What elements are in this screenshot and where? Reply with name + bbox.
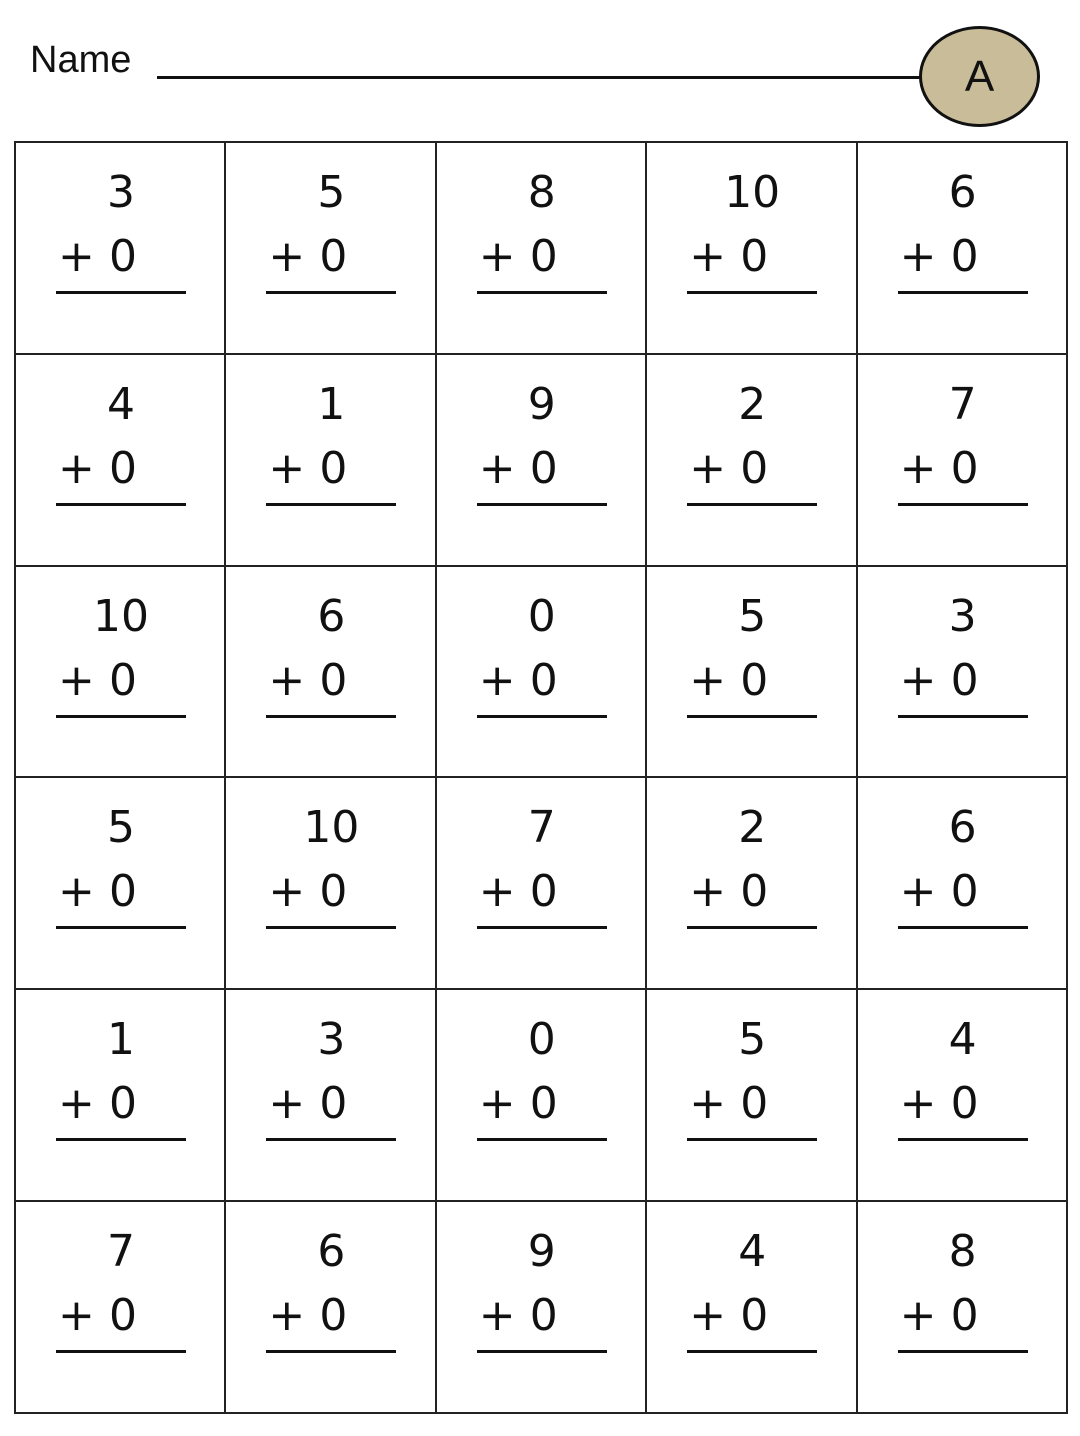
plus-sign: +	[268, 442, 306, 494]
addend-row	[56, 649, 186, 713]
addition-problem	[687, 796, 817, 924]
top-number: 2	[738, 378, 767, 430]
answer-line[interactable]	[56, 291, 186, 294]
top-number: 8	[527, 167, 556, 218]
addend-row	[266, 225, 396, 289]
addition-problem	[266, 1008, 396, 1136]
plus-sign: +	[58, 1078, 95, 1130]
answer-line[interactable]	[898, 503, 1028, 506]
addition-problem	[687, 373, 817, 501]
problem-cell	[858, 990, 1068, 1202]
top-number: 5	[738, 590, 767, 642]
answer-line[interactable]	[898, 291, 1028, 294]
addition-problem	[687, 161, 817, 289]
answer-line[interactable]	[477, 1138, 607, 1141]
top-number: 3	[948, 590, 977, 642]
addition-problem	[266, 585, 396, 713]
top-number: 7	[107, 1226, 135, 1278]
bottom-number: 0	[950, 231, 979, 282]
addition-problem	[898, 1008, 1028, 1136]
worksheet-header	[0, 0, 1080, 140]
problem-cell	[16, 355, 226, 567]
answer-line[interactable]	[898, 1138, 1028, 1141]
addition-problem	[56, 1220, 186, 1348]
answer-line[interactable]	[56, 503, 186, 506]
plus-sign: +	[478, 1290, 516, 1342]
answer-line[interactable]	[266, 926, 396, 929]
bottom-number: 0	[319, 442, 348, 494]
answer-line[interactable]	[898, 1350, 1028, 1353]
plus-sign: +	[58, 442, 95, 494]
problem-cell	[226, 143, 436, 355]
problem-grid	[14, 141, 1068, 1414]
addend-row	[687, 1072, 817, 1136]
answer-line[interactable]	[266, 1138, 396, 1141]
addition-problem	[56, 161, 186, 289]
addition-problem	[266, 1220, 396, 1348]
addend-row	[477, 860, 607, 924]
bottom-number: 0	[740, 654, 769, 706]
plus-sign: +	[689, 654, 727, 706]
problem-cell	[858, 355, 1068, 567]
top-number: 5	[738, 1014, 767, 1066]
plus-sign: +	[478, 442, 516, 494]
answer-line[interactable]	[266, 715, 396, 718]
top-number: 3	[317, 1014, 346, 1066]
addend-row	[898, 225, 1028, 289]
problem-cell	[647, 355, 857, 567]
problem-cell	[437, 567, 647, 779]
top-number: 4	[738, 1226, 767, 1278]
problem-cell	[16, 143, 226, 355]
answer-line[interactable]	[56, 715, 186, 718]
answer-line[interactable]	[687, 503, 817, 506]
problem-cell	[858, 1202, 1068, 1414]
bottom-number: 0	[950, 866, 979, 918]
plus-sign: +	[899, 654, 937, 706]
bottom-number: 0	[529, 866, 558, 918]
answer-line[interactable]	[56, 1350, 186, 1353]
bottom-number: 0	[109, 866, 137, 918]
plus-sign: +	[268, 866, 306, 918]
addition-problem	[898, 373, 1028, 501]
answer-line[interactable]	[477, 291, 607, 294]
top-number: 4	[948, 1014, 977, 1066]
plus-sign: +	[689, 231, 727, 282]
problem-cell	[437, 143, 647, 355]
addend-row	[477, 437, 607, 501]
addend-row	[898, 860, 1028, 924]
addend-row	[266, 1284, 396, 1348]
addend-row	[266, 649, 396, 713]
answer-line[interactable]	[687, 291, 817, 294]
bottom-number: 0	[950, 654, 979, 706]
addition-problem	[56, 796, 186, 924]
problem-cell	[647, 567, 857, 779]
top-number: 6	[948, 167, 977, 218]
addend-row	[898, 1284, 1028, 1348]
top-number: 10	[93, 590, 149, 642]
problem-cell	[647, 1202, 857, 1414]
answer-line[interactable]	[687, 1138, 817, 1141]
addend-row	[477, 649, 607, 713]
bottom-number: 0	[319, 866, 348, 918]
bottom-number: 0	[529, 1290, 558, 1342]
addend-row	[56, 860, 186, 924]
problem-cell	[647, 143, 857, 355]
addend-row	[477, 225, 607, 289]
addend-row	[898, 649, 1028, 713]
problem-cell	[16, 567, 226, 779]
plus-sign: +	[689, 442, 727, 494]
top-number: 0	[527, 1014, 556, 1066]
bottom-number: 0	[319, 654, 348, 706]
top-number: 1	[107, 1014, 135, 1066]
top-number: 3	[107, 167, 135, 218]
top-number: 5	[107, 802, 135, 854]
problem-cell	[16, 990, 226, 1202]
bottom-number: 0	[529, 1078, 558, 1130]
worksheet-version-badge: A	[919, 26, 1040, 127]
bottom-number: 0	[950, 1078, 979, 1130]
top-number: 0	[527, 590, 556, 642]
problem-cell	[647, 778, 857, 990]
plus-sign: +	[268, 231, 306, 282]
addition-problem	[898, 1220, 1028, 1348]
addition-problem	[898, 796, 1028, 924]
top-number: 6	[948, 802, 977, 854]
addition-problem	[687, 1008, 817, 1136]
plus-sign: +	[58, 866, 95, 918]
addend-row	[687, 437, 817, 501]
answer-line[interactable]	[266, 503, 396, 506]
top-number: 9	[527, 1226, 556, 1278]
addition-problem	[477, 373, 607, 501]
bottom-number: 0	[109, 231, 137, 282]
addition-problem	[56, 1008, 186, 1136]
problem-cell	[647, 990, 857, 1202]
plus-sign: +	[268, 654, 306, 706]
answer-line[interactable]	[477, 503, 607, 506]
addend-row	[477, 1284, 607, 1348]
answer-line[interactable]	[687, 1350, 817, 1353]
plus-sign: +	[899, 1290, 937, 1342]
plus-sign: +	[899, 866, 937, 918]
addend-row	[477, 1072, 607, 1136]
addition-problem	[477, 1220, 607, 1348]
plus-sign: +	[899, 1078, 937, 1130]
problem-cell	[16, 778, 226, 990]
plus-sign: +	[268, 1078, 306, 1130]
addend-row	[266, 1072, 396, 1136]
answer-line[interactable]	[687, 926, 817, 929]
bottom-number: 0	[740, 1290, 769, 1342]
addition-problem	[266, 161, 396, 289]
problem-cell	[226, 778, 436, 990]
addend-row	[56, 1072, 186, 1136]
addition-problem	[898, 161, 1028, 289]
top-number: 10	[303, 802, 360, 854]
top-number: 2	[738, 802, 767, 854]
addition-problem	[477, 585, 607, 713]
top-number: 6	[317, 590, 346, 642]
addition-problem	[477, 161, 607, 289]
bottom-number: 0	[319, 1290, 348, 1342]
problem-cell	[226, 355, 436, 567]
top-number: 7	[948, 378, 977, 430]
top-number: 9	[527, 378, 556, 430]
problem-cell	[858, 143, 1068, 355]
problem-cell	[437, 1202, 647, 1414]
top-number: 1	[317, 378, 346, 430]
top-number: 6	[317, 1226, 346, 1278]
problem-cell	[226, 990, 436, 1202]
problem-cell	[437, 990, 647, 1202]
top-number: 7	[527, 802, 556, 854]
addend-row	[266, 437, 396, 501]
bottom-number: 0	[740, 231, 769, 282]
bottom-number: 0	[529, 442, 558, 494]
plus-sign: +	[689, 1078, 727, 1130]
answer-line[interactable]	[898, 715, 1028, 718]
answer-line[interactable]	[687, 715, 817, 718]
bottom-number: 0	[740, 866, 769, 918]
addition-problem	[266, 796, 396, 924]
answer-line[interactable]	[898, 926, 1028, 929]
problem-cell	[226, 1202, 436, 1414]
plus-sign: +	[268, 1290, 306, 1342]
plus-sign: +	[478, 1078, 516, 1130]
plus-sign: +	[689, 866, 727, 918]
addend-row	[687, 649, 817, 713]
addend-row	[56, 1284, 186, 1348]
bottom-number: 0	[740, 442, 769, 494]
addend-row	[898, 1072, 1028, 1136]
addition-problem	[687, 1220, 817, 1348]
bottom-number: 0	[950, 442, 979, 494]
top-number: 4	[107, 378, 135, 430]
plus-sign: +	[478, 231, 516, 282]
bottom-number: 0	[319, 1078, 348, 1130]
plus-sign: +	[58, 654, 95, 706]
bottom-number: 0	[529, 654, 558, 706]
answer-line[interactable]	[56, 926, 186, 929]
addition-problem	[687, 585, 817, 713]
answer-line[interactable]	[56, 1138, 186, 1141]
answer-line[interactable]	[266, 291, 396, 294]
bottom-number: 0	[109, 654, 137, 706]
top-number: 8	[948, 1226, 977, 1278]
addition-problem	[56, 585, 186, 713]
addend-row	[687, 860, 817, 924]
addition-problem	[56, 373, 186, 501]
plus-sign: +	[58, 231, 95, 282]
addition-problem	[477, 796, 607, 924]
addition-problem	[477, 1008, 607, 1136]
problem-cell	[437, 778, 647, 990]
problem-cell	[858, 567, 1068, 779]
plus-sign: +	[478, 654, 516, 706]
bottom-number: 0	[109, 1078, 137, 1130]
plus-sign: +	[899, 442, 937, 494]
bottom-number: 0	[529, 231, 558, 282]
bottom-number: 0	[109, 1290, 137, 1342]
addition-problem	[266, 373, 396, 501]
problem-cell	[226, 567, 436, 779]
problem-cell	[16, 1202, 226, 1414]
addend-row	[56, 437, 186, 501]
problem-cell	[858, 778, 1068, 990]
answer-line[interactable]	[477, 1350, 607, 1353]
top-number: 5	[317, 167, 346, 218]
plus-sign: +	[58, 1290, 95, 1342]
addend-row	[56, 225, 186, 289]
problem-cell	[437, 355, 647, 567]
answer-line[interactable]	[266, 1350, 396, 1353]
answer-line[interactable]	[477, 926, 607, 929]
plus-sign: +	[689, 1290, 727, 1342]
top-number: 10	[724, 167, 781, 218]
addend-row	[687, 1284, 817, 1348]
plus-sign: +	[899, 231, 937, 282]
bottom-number: 0	[319, 231, 348, 282]
plus-sign: +	[478, 866, 516, 918]
addend-row	[687, 225, 817, 289]
bottom-number: 0	[109, 442, 137, 494]
bottom-number: 0	[740, 1078, 769, 1130]
addend-row	[266, 860, 396, 924]
name-write-line[interactable]	[157, 76, 927, 79]
bottom-number: 0	[950, 1290, 979, 1342]
addition-problem	[898, 585, 1028, 713]
answer-line[interactable]	[477, 715, 607, 718]
addend-row	[898, 437, 1028, 501]
name-label: Name	[30, 39, 132, 81]
